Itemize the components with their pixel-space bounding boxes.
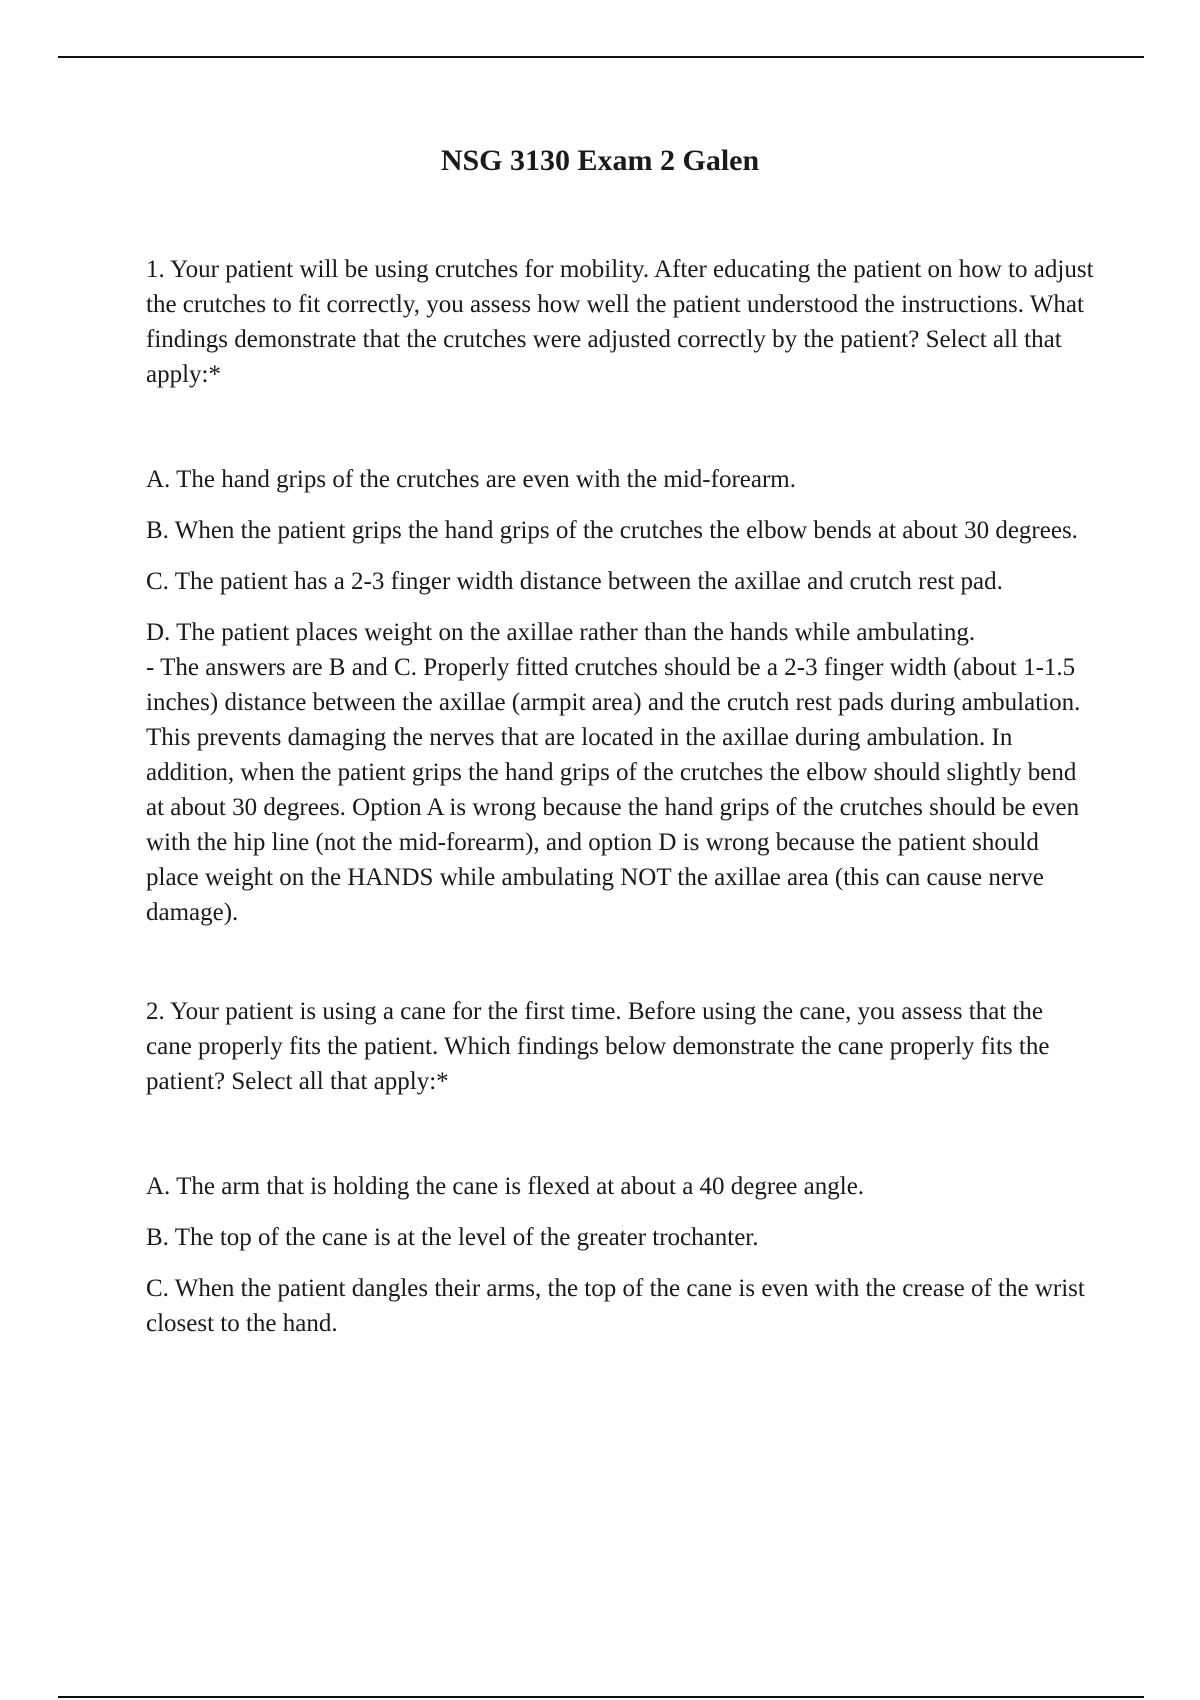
answer-option: C. When the patient dangles their arms, the top of the cane is even with the crease of the wrist closest to the hand. — [146, 1275, 1085, 1337]
answer-option: C. The patient has a 2-3 finger width distance between the axillae and crutch rest pad. — [146, 568, 1003, 595]
top-rule — [58, 56, 1144, 58]
question-stem: 1. Your patient will be using crutches for mobility. After educating the patient on how to adjust the crutches to fit correctly, you assess how well the patient understood the instructions. What findings demonstrate that the crutches were adjusted correctly by the patient? Select all that apply:* — [146, 256, 1094, 388]
question-2 — [146, 994, 1094, 1341]
answer-explanation: - The answers are B and C. Properly fitted crutches should be a 2-3 finger width (about 1-1.5 inches) distance between the axillae (armpit area) and the crutch rest pads during ambulation. This prevents damaging the nerves that are located in the axillae during ambulation. In addition, when the patient grips the hand grips of the crutches the elbow should slightly bend at about 30 degrees. Option A is wrong because the hand grips of the crutches should be even with the hip line (not the mid-forearm), and option D is wrong because the patient should place weight on the HANDS while ambulating NOT the axillae area (this can cause nerve damage). — [146, 654, 1081, 926]
answer-option: A. The hand grips of the crutches are even with the mid-forearm. — [146, 466, 796, 493]
question-stem: 2. Your patient is using a cane for the first time. Before using the cane, you assess that the cane properly fits the patient. Which findings below demonstrate the cane properly fits the patient? Select all that apply:* — [146, 998, 1050, 1095]
answer-option: B. When the patient grips the hand grips of the crutches the elbow bends at about 30 degrees. — [146, 517, 1078, 544]
answer-option: D. The patient places weight on the axillae rather than the hands while ambulating. — [146, 619, 976, 646]
answer-option: A. The arm that is holding the cane is flexed at about a 40 degree angle. — [146, 1173, 865, 1200]
answer-option: B. The top of the cane is at the level of the greater trochanter. — [146, 1224, 759, 1251]
bottom-rule — [58, 1696, 1144, 1698]
document-body — [146, 252, 1094, 1341]
question-1 — [146, 252, 1094, 930]
document-title: NSG 3130 Exam 2 Galen — [440, 144, 760, 177]
